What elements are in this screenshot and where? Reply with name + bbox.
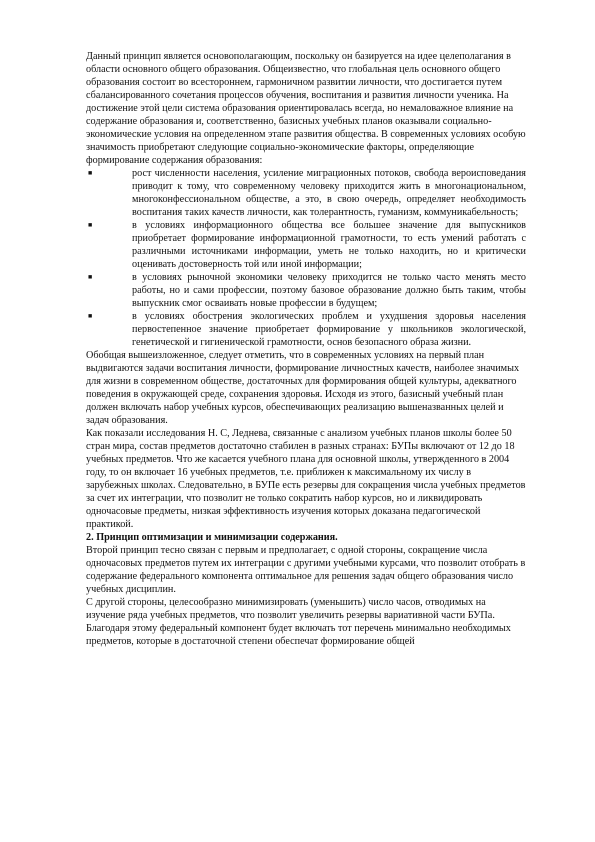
factors-list bbox=[86, 167, 526, 349]
intro-paragraph: Данный принцип является основополагающим, поскольку он базируется на идее целеполагания в области основного общего образования. Общеизвестно, что глобальная цель основного общего образования состоит во всестороннем, гармоничном развитии личности, что достигается путем сбалансированного сочетания процессов обучения, воспитания и развития личности ученика. На достижение этой цели система образования ориентировалась всегда, но немаловажное влияние на содержание образования и, соответственно, базисных учебных планов оказывали социально-экономические условия на определенном этапе развития общества. В современных условиях особую значимость приобретают следующие социально-экономические факторы, определяющие формирование содержания образования: bbox=[86, 51, 526, 166]
minimization-paragraph: С другой стороны, целесообразно минимизировать (уменьшить) число часов, отводимых на изучение ряда учебных предметов, что позволит увеличить резервы вариативной части БУПа. bbox=[86, 597, 495, 621]
list-item bbox=[86, 310, 526, 349]
list-item bbox=[86, 219, 526, 271]
list-item-text: в условиях информационного общества все большее значение для выпускников приобретает формирование информационной грамотности, то есть умений работать с различными источниками информации, уметь не только находить, но и критически оценивать достоверность той или иной информации; bbox=[132, 220, 526, 270]
bullet-icon: ■ bbox=[88, 221, 93, 229]
document-page bbox=[86, 50, 526, 648]
second-principle-paragraph: Второй принцип тесно связан с первым и предполагает, с одной стороны, сокращение числа одночасовых предметов путем их интеграции с другими учебными курсами, что позволит отобрать в содержание федерального компонента оптимальное для решения задач общего образования число учебных дисциплин. bbox=[86, 545, 526, 595]
federal-component-paragraph: Благодаря этому федеральный компонент будет включать тот перечень минимально необходимых предметов, которые в достаточной степени обеспечат формирование общей bbox=[86, 623, 511, 647]
list-item bbox=[86, 271, 526, 310]
summary-paragraph: Обобщая вышеизложенное, следует отметить, что в современных условиях на первый план выдвигаются задачи воспитания личности, формирование личностных качеств, наиболее значимых для жизни в современном обществе, достаточных для формирования общей культуры, адекватного поведения в окружающей среде, сохранения здоровья. Исходя из этого, базисный учебный план должен включать набор учебных курсов, обеспечивающих реализацию вышеназванных целей и задач образования. bbox=[86, 350, 520, 426]
section-heading: 2. Принцип оптимизации и минимизации содержания. bbox=[86, 532, 338, 543]
list-item bbox=[86, 167, 526, 219]
bullet-icon: ■ bbox=[88, 169, 93, 177]
research-paragraph: Как показали исследования Н. С, Леднева, связанные с анализом учебных планов школы более 50 стран мира, состав предметов достаточно стабилен в разных странах: БУПы включают от 12 до 18 учебных предметов. Что же касается учебного плана для основной школы, утвержденного в 2004 году, то он включает 16 учебных предметов, т.е. приближен к максимальному их числу в зарубежных школах. Следовательно, в БУПе есть резервы для сокращения числа учебных предметов за счет их интеграции, что позволит не только сократить набор курсов, но и ликвидировать одночасовые предметы, низкая эффективность изучения которых доказана педагогической практикой. bbox=[86, 428, 526, 530]
list-item-text: в условиях обострения экологических проблем и ухудшения здоровья населения первостепенное значение приобретает формирование у школьников экологической, генетической и гигиенической грамотности, основ безопасного образа жизни. bbox=[132, 311, 526, 348]
bullet-icon: ■ bbox=[88, 312, 93, 320]
list-item-text: в условиях рыночной экономики человеку приходится не только часто менять место работы, но и сами профессии, поэтому базовое образование должно быть таким, чтобы выпускник смог осваивать новые профессии в будущем; bbox=[132, 272, 526, 309]
list-item-text: рост численности населения, усиление миграционных потоков, свобода вероисповедания приводит к тому, что современному человеку приходится жить в многонациональном, многоконфессиональном обществе, а это, в свою очередь, определяет необходимость воспитания таких качеств личности, как толерантность, гуманизм, коммуникабельность; bbox=[132, 168, 526, 218]
bullet-icon: ■ bbox=[88, 273, 93, 281]
